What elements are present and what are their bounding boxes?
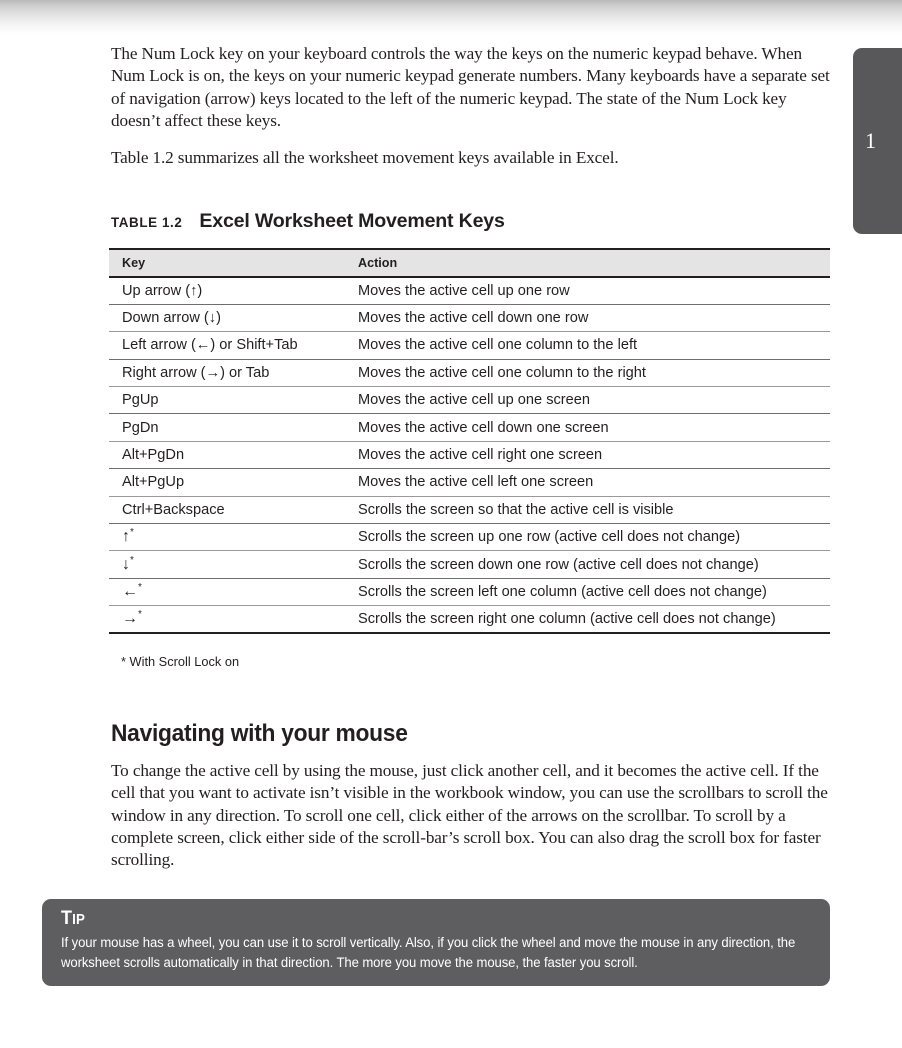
table-column-header-key: Key: [109, 249, 346, 277]
page-top-shadow: [0, 0, 902, 34]
table-cell-action: Scrolls the screen down one row (active cell does not change): [346, 551, 830, 578]
table-caption: [111, 210, 833, 233]
table-header: [109, 249, 830, 277]
table-row: [109, 277, 830, 304]
paragraph-mouse-navigation: To change the active cell by using the mouse, just click another cell, and it becomes the active cell. If the cell that you want to activate isn’t visible in the workbook window, you can use the scrollbars to scroll the window in any direction. To scroll one cell, click either of the arrows on the scrollbar. To scroll by a complete screen, click either side of the scroll-bar’s scroll box. You can also drag the scroll box for faster scrolling.: [111, 761, 828, 870]
table-header-row: [109, 249, 830, 277]
tip-title-capital: T: [61, 907, 73, 929]
tip-title: [61, 908, 752, 930]
table-row: [109, 578, 830, 605]
table-row: [109, 496, 830, 523]
table-cell-action: Moves the active cell one column to the right: [346, 359, 830, 386]
footnote-marker: *: [138, 582, 142, 594]
table-cell-action: Moves the active cell one column to the left: [346, 332, 830, 359]
table-cell-key: Down arrow (↓): [109, 304, 346, 331]
table-row: [109, 524, 830, 551]
tip-callout: [42, 899, 830, 986]
table-cell-action: Moves the active cell left one screen: [346, 469, 830, 496]
footnote-marker: *: [130, 554, 134, 566]
table-row: [109, 551, 830, 578]
table-cell-key: [109, 606, 346, 633]
table-footnote: * With Scroll Lock on: [121, 654, 240, 669]
table-cell-action: Moves the active cell right one screen: [346, 441, 830, 468]
table-row: [109, 469, 830, 496]
table-cell-key: Alt+PgDn: [109, 441, 346, 468]
table-row: [109, 359, 830, 386]
table-cell-key: [109, 578, 346, 605]
paragraph-num-lock: The Num Lock key on your keyboard controls the way the keys on the numeric keypad behave. When Num Lock is on, the keys on your numeric keypad generate numbers. Many keyboards have a separate set of navigation (arrow) keys located to the left of the numeric keypad. The state of the Num Lock key doesn’t affect these keys.: [111, 44, 830, 130]
arrow-key-icon: →: [122, 610, 138, 628]
table-row: [109, 606, 830, 633]
section-heading-navigating-mouse: Navigating with your mouse: [111, 720, 408, 747]
table-row: [109, 441, 830, 468]
table-cell-key: [109, 551, 346, 578]
table-cell-action: Scrolls the screen so that the active cell is visible: [346, 496, 830, 523]
table-cell-key: Ctrl+Backspace: [109, 496, 346, 523]
footnote-marker: *: [138, 609, 142, 621]
footnote-marker: *: [130, 527, 134, 539]
table-cell-key: Right arrow (→) or Tab: [109, 359, 346, 386]
table-cell-action: Scrolls the screen up one row (active cell does not change): [346, 524, 830, 551]
chapter-number-tab: [853, 48, 902, 234]
arrow-key-icon: ←: [122, 582, 138, 600]
table-cell-key: PgUp: [109, 387, 346, 414]
table-row: [109, 387, 830, 414]
table-cell-action: Moves the active cell down one screen: [346, 414, 830, 441]
chapter-number: 1: [865, 128, 876, 153]
table-column-header-action: Action: [346, 249, 830, 277]
table-cell-key: PgDn: [109, 414, 346, 441]
table-cell-key: Up arrow (↑): [109, 277, 346, 304]
arrow-key-icon: ↓: [122, 555, 130, 573]
table-cell-key: [109, 524, 346, 551]
movement-keys-table: [109, 248, 830, 634]
table-caption-label: TABLE 1.2: [111, 215, 183, 230]
paragraph-table-intro: Table 1.2 summarizes all the worksheet movement keys available in Excel.: [111, 148, 619, 167]
tip-body-text: If your mouse has a wheel, you can use it to scroll vertically. Also, if you click the wheel and move the mouse in any direction, the worksheet scrolls automatically in that direction. The more you move the mouse, the faster you scroll.: [61, 934, 796, 970]
table-row: [109, 332, 830, 359]
table-cell-action: Moves the active cell up one screen: [346, 387, 830, 414]
table-cell-action: Scrolls the screen right one column (active cell does not change): [346, 606, 830, 633]
table-body: [109, 277, 830, 633]
table-cell-action: Moves the active cell down one row: [346, 304, 830, 331]
table-cell-key: Left arrow (←) or Shift+Tab: [109, 332, 346, 359]
table-caption-title: Excel Worksheet Movement Keys: [199, 210, 505, 232]
table-cell-key: Alt+PgUp: [109, 469, 346, 496]
tip-title-smallcaps: IP: [72, 912, 86, 928]
table-row: [109, 304, 830, 331]
arrow-key-icon: ↑: [122, 528, 130, 546]
table-row: [109, 414, 830, 441]
table-cell-action: Moves the active cell up one row: [346, 277, 830, 304]
table-cell-action: Scrolls the screen left one column (active cell does not change): [346, 578, 830, 605]
